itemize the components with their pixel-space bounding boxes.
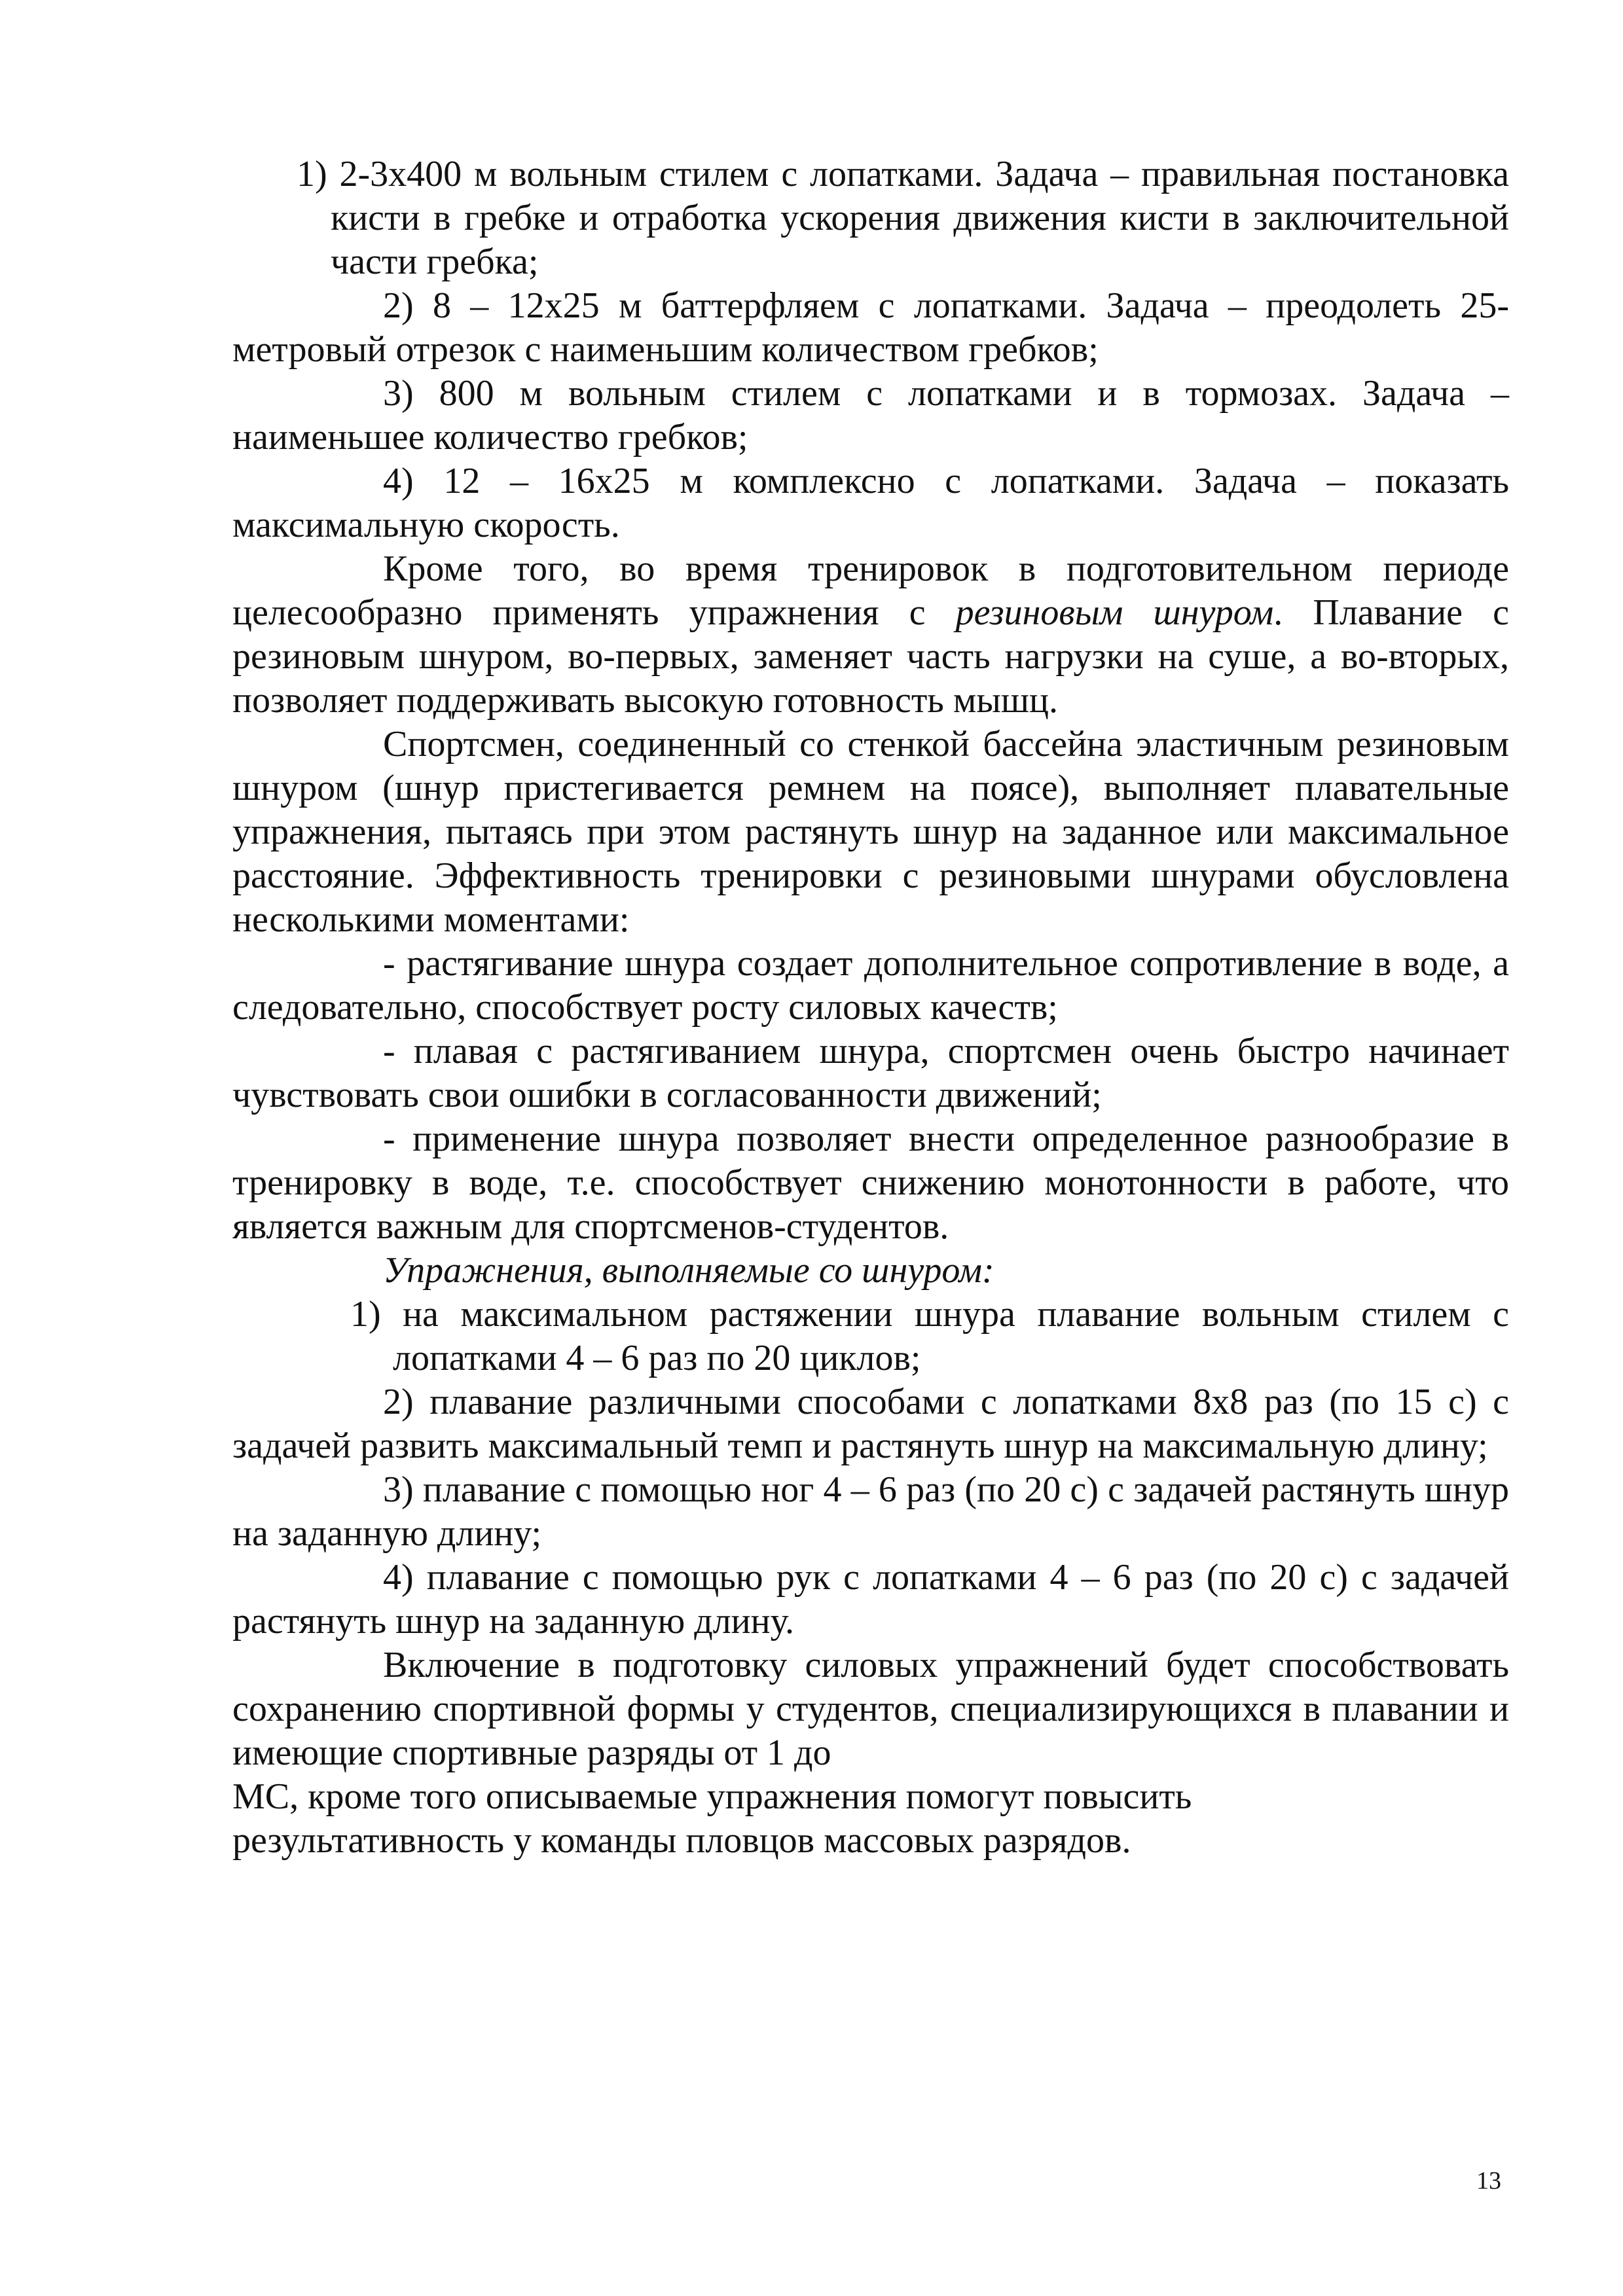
paragraph-rubber-cord-end: . Плавание с резиновым шнуром, во-первых, заменяет часть нагрузки на суше, а во-вторых, позволяет поддерживать высокую готовность мышц. (232, 592, 1509, 721)
exercises-heading (232, 1249, 1509, 1293)
exercise-item-2: 2) плавание различными способами с лопатками 8x8 раз (по 15 с) с задачей развить максимальный темп и растянуть шнур на максимальную длину; (232, 1382, 1509, 1466)
list-item-2: 2) 8 – 12x25 м баттерфляем с лопатками. Задача – преодолеть 25-метровый отрезок с наименьшим количеством гребков; (232, 285, 1509, 370)
exercise-item-4: 4) плавание с помощью рук с лопатками 4 – 6 раз (по 20 с) с задачей растянуть шнур на заданную длину. (232, 1557, 1509, 1641)
list-item-4: 4) 12 – 16x25 м комплексно с лопатками. Задача – показать максимальную скорость. (232, 461, 1509, 545)
bullet-item-3: - применение шнура позволяет внести определенное разнообразие в тренировку в воде, т.е. способствует снижению монотонности в работе, что является важным для спортсменов-студентов. (232, 1119, 1509, 1247)
page-number: 13 (1476, 2167, 1501, 2195)
paragraph-rubber-cord-start: Кроме того, во время тренировок в подготовительном периоде целесообразно применять упражнения с (232, 548, 1509, 633)
exercise-item-3: 3) плавание с помощью ног 4 – 6 раз (по 20 с) с задачей растянуть шнур на заданную длину; (232, 1469, 1509, 1554)
list-item-1: 1) 2-3x400 м вольным стилем с лопатками. Задача – правильная постановка кисти в гребке и отработка ускорения движения кисти в заключительной части гребка; (297, 154, 1509, 282)
bullet-item-2: - плавая с растягиванием шнура, спортсмен очень быстро начинает чувствовать свои ошибки в согласованности движений; (232, 1031, 1509, 1115)
conclusion-line-2: МС, кроме того описываемые упражнения помогут повысить (232, 1776, 1192, 1817)
page-body (232, 152, 1509, 1863)
bullet-item-1: - растягивание шнура создает дополнительное сопротивление в воде, а следовательно, способствует росту силовых качеств; (232, 943, 1509, 1028)
paragraph-athlete: Спортсмен, соединенный со стенкой бассейна эластичным резиновым шнуром (шнур пристегивается ремнем на поясе), выполняет плавательные упражнения, пытаясь при этом растянуть шнур на заданное или максимальное расстояние. Эффективность тренировки с резиновыми шнурами обусловлена несколькими моментами: (232, 724, 1509, 940)
exercise-item-1: 1) на максимальном растяжении шнура плавание вольным стилем с лопатками 4 – 6 раз по 20 циклов; (350, 1294, 1509, 1378)
paragraph-rubber-cord (232, 547, 1509, 723)
conclusion-part-1: Включение в подготовку силовых упражнений будет способствовать сохранению спортивной формы у студентов, специализирующихся в плавании и имеющие спортивные разряды от 1 до (232, 1645, 1509, 1773)
conclusion-line-3: результативность у команды пловцов массовых разрядов. (232, 1820, 1131, 1861)
emphasis-rubber-cord: резиновым шнуром (955, 592, 1274, 633)
paragraph-conclusion (232, 1643, 1509, 1775)
list-item-3: 3) 800 м вольным стилем с лопатками и в тормозах. Задача – наименьшее количество гребков; (232, 373, 1509, 457)
exercises-heading-text: Упражнения, выполняемые со шнуром: (383, 1250, 994, 1291)
